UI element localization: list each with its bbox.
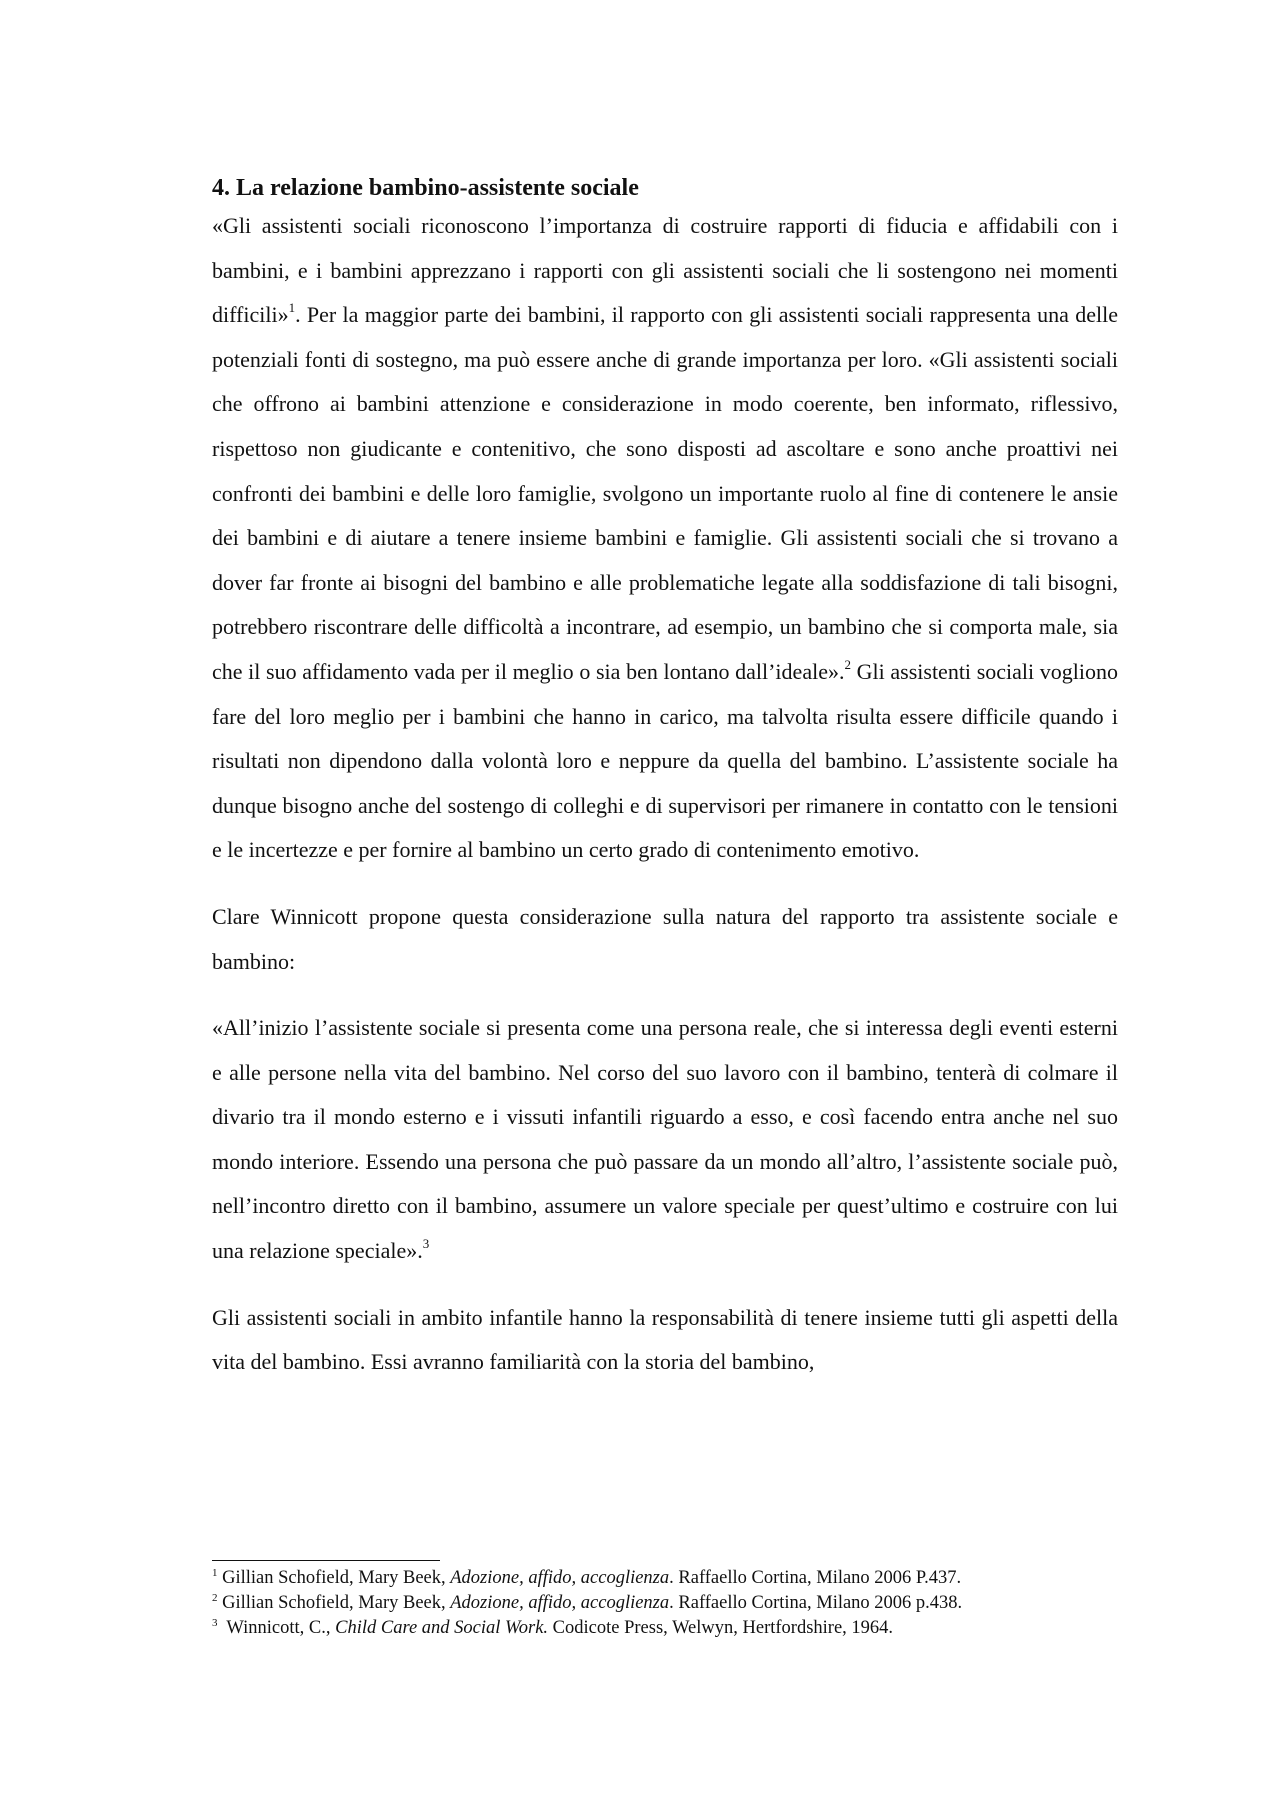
paragraph-3-quote xyxy=(212,1006,1118,1274)
paragraph-1-text-b: . Per la maggior parte dei bambini, il rapporto con gli assistenti sociali rappresenta una delle potenziali fonti di sostegno, ma può essere anche di grande importanza per loro. «Gli assistenti sociali che offrono ai bambini attenzione e considerazione in modo coerente, ben informato, riflessivo, rispettoso non giudicante e contenitivo, che sono disposti ad ascoltare e sono anche proattivi nei confronti dei bambini e delle loro famiglie, svolgono un importante ruolo al fine di contenere le ansie dei bambini e di aiutare a tenere insieme bambini e famiglie. Gli assistenti sociali che si trovano a dover far fronte ai bisogni del bambino e alle problematiche legate alla soddisfazione di tali bisogni, potrebbero riscontrare delle difficoltà a incontrare, ad esempio, un bambino che si comporta male, sia che il suo affidamento vada per il meglio o sia ben lontano dall’ideale». xyxy=(212,302,1118,684)
footnote-2 xyxy=(212,1591,1118,1616)
footnote-number: 1 xyxy=(212,1567,218,1579)
footnote-title: Adozione, affido, accoglienza xyxy=(450,1593,670,1613)
section-heading: 4. La relazione bambino-assistente sociale xyxy=(212,175,639,201)
footnote-title: Adozione, affido, accoglienza xyxy=(450,1568,670,1588)
footnote-authors: Winnicott, C., xyxy=(217,1618,336,1638)
paragraph-1 xyxy=(212,204,1118,873)
footnote-separator xyxy=(212,1560,440,1561)
footnote-authors: Gillian Schofield, Mary Beek, xyxy=(217,1593,451,1613)
footnotes xyxy=(212,1566,1118,1641)
paragraph-1-text-a: «Gli assistenti sociali riconoscono l’importanza di costruire rapporti di fiducia e affidabili con i bambini, e i bambini apprezzano i rapporti con gli assistenti sociali che li sostengono nei momenti difficili» xyxy=(212,213,1118,328)
footnote-ref-2[interactable]: 2 xyxy=(844,656,851,672)
footnote-ref-3[interactable]: 3 xyxy=(422,1236,430,1252)
paragraph-2: Clare Winnicott propone questa considerazione sulla natura del rapporto tra assistente sociale e bambino: xyxy=(212,903,1118,974)
paragraph-1-text-c: Gli assistenti sociali vogliono fare del loro meglio per i bambini che hanno in carico, ma talvolta risulta essere difficile quando i risultati non dipendono dalla volontà loro e neppure da quella del bambino. L’assistente sociale ha dunque bisogno anche del sostengo di colleghi e di supervisori per rimanere in contatto con le tensioni e le incertezze e per fornire al bambino un certo grado di contenimento emotivo. xyxy=(212,658,1118,863)
footnote-publisher: Codicote Press, Welwyn, Hertfordshire, 1964. xyxy=(548,1618,894,1638)
footnote-3 xyxy=(212,1616,1118,1641)
footnote-authors: Gillian Schofield, Mary Beek, xyxy=(217,1568,451,1588)
paragraph-3-text: «All’inizio l’assistente sociale si presenta come una persona reale, che si interessa degli eventi esterni e alle persone nella vita del bambino. Nel corso del suo lavoro con il bambino, tenterà di colmare il divario tra il mondo esterno e i vissuti infantili riguardo a esso, e così facendo entra anche nel suo mondo interiore. Essendo una persona che può passare da un mondo all’altro, l’assistente sociale può, nell’incontro diretto con il bambino, assumere un valore speciale per quest’ultimo e costruire con lui una relazione speciale». xyxy=(212,1015,1118,1264)
footnote-number: 3 xyxy=(212,1617,218,1629)
footnote-number: 2 xyxy=(212,1592,218,1604)
body-text xyxy=(212,172,1118,1385)
footnote-publisher: . Raffaello Cortina, Milano 2006 p.438. xyxy=(669,1593,963,1613)
footnote-1 xyxy=(212,1566,1118,1591)
paragraph-4: Gli assistenti sociali in ambito infantile hanno la responsabilità di tenere insieme tutti gli aspetti della vita del bambino. Essi avranno familiarità con la storia del bambino, xyxy=(212,1304,1118,1375)
footnote-publisher: . Raffaello Cortina, Milano 2006 P.437. xyxy=(669,1568,962,1588)
footnote-ref-1[interactable]: 1 xyxy=(288,300,296,316)
footnote-title: Child Care and Social Work. xyxy=(335,1618,549,1638)
